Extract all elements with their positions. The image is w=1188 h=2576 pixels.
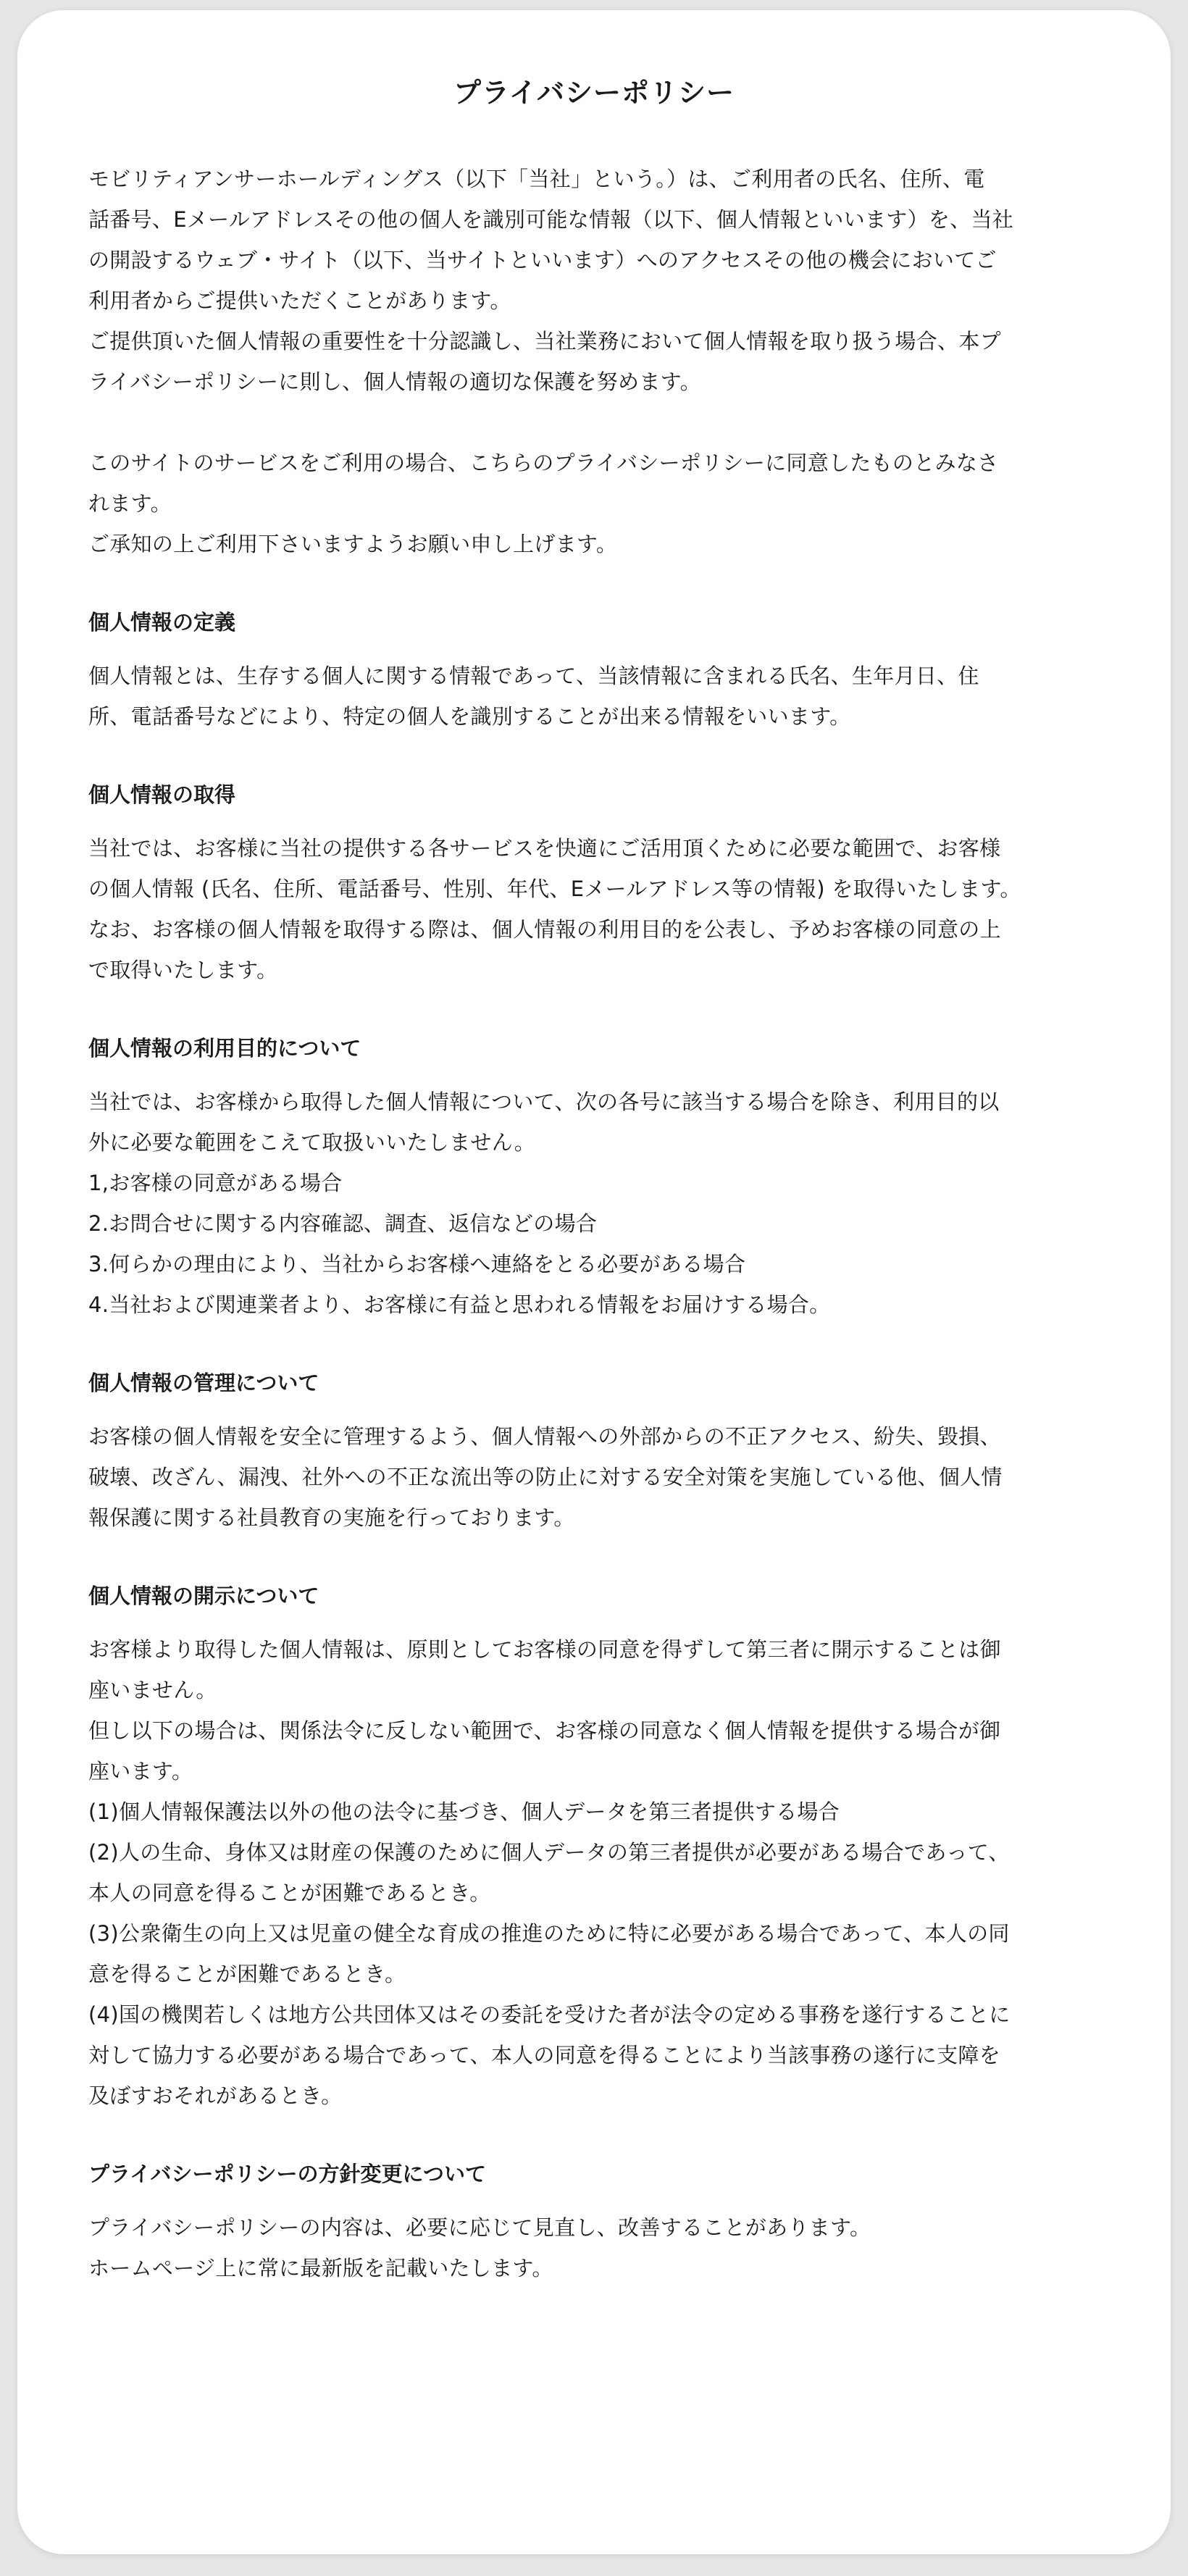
section-body: 当社では、お客様から取得した個人情報について、次の各号に該当する場合を除き、利用目的以 外に必要な範囲をこえて取扱いいたしません。 1,お客様の同意がある場合 2.お問合せに関する内容確認、調査、返信などの場合 3.何らかの理由により、当社からお客様へ連絡をとる必要がある場合 4.当社および関連業者より、お客様に有益と思われる情報をお届けする場合。 <box>88 1090 1000 1317</box>
section-heading: 個人情報の開示について <box>88 1584 319 1608</box>
section-policy-change <box>88 2154 1124 2194</box>
section-acquisition <box>88 774 1124 815</box>
section-definition <box>88 602 1124 643</box>
section-heading: 個人情報の利用目的について <box>88 1036 361 1061</box>
section-heading: 個人情報の管理について <box>88 1371 319 1395</box>
section-body: お客様より取得した個人情報は、原則としてお客様の同意を得ずして第三者に開示することは御 座いません。 但し以下の場合は、関係法令に反しない範囲で、お客様の同意なく個人情報を提供する場合が御 座います。 (1)個人情報保護法以外の他の法令に基づき、個人データを第三者提供する場合 (2)人の生命、身体又は財産の保護のために個人データの第三者提供が必要がある場合であって、 本人の同意を得ることが困難であるとき。 (3)公衆衛生の向上又は児童の健全な育成の推進のために特に必要がある場合であって、本人の同 意を得ることが困難であるとき。 (4)国の機関若しくは地方公共団体又はその委託を受けた者が法令の定める事務を遂行することに 対して協力する必要がある場合であって、本人の同意を得ることにより当該事務の遂行に支障を 及ぼすおそれがあるとき。 <box>88 1637 1011 2108</box>
intro-paragraph-2: このサイトのサービスをご利用の場合、こちらのプライバシーポリシーに同意したものとみなさ れます。 ご承知の上ご利用下さいますようお願い申し上げます。 <box>88 451 999 556</box>
spacer <box>88 402 1124 443</box>
section-heading: 個人情報の取得 <box>88 782 236 807</box>
page-title: プライバシーポリシー <box>453 77 735 109</box>
section-heading: 個人情報の定義 <box>88 610 236 635</box>
section-heading: プライバシーポリシーの方針変更について <box>88 2162 486 2186</box>
section-disclosure <box>88 1576 1124 1616</box>
section-body: プライバシーポリシーの内容は、必要に応じて見直し、改善することがあります。 ホームページ上に常に最新版を記載いたします。 <box>88 2215 871 2280</box>
section-purpose <box>88 1028 1124 1069</box>
policy-content <box>88 159 1124 2288</box>
policy-card <box>17 10 1171 2554</box>
intro-paragraph-1: モビリティアンサーホールディングス（以下「当社」という。）は、ご利用者の氏名、住所、電 話番号、Eメールアドレスその他の個人を識別可能な情報（以下、個人情報といいます）を、当社 の開設するウェブ・サイト（以下、当サイトといいます）へのアクセスその他の機会においてご 利用者からご提供いただくことがあります。 ご提供頂いた個人情報の重要性を十分認識し、当社業務において個人情報を取り扱う場合、本プ ライバシーポリシーに則し、個人情報の適切な保護を努めます。 <box>88 167 1014 394</box>
section-body: 個人情報とは、生存する個人に関する情報であって、当該情報に含まれる氏名、生年月日、住 所、電話番号などにより、特定の個人を識別することが出来る情報をいいます。 <box>88 664 979 729</box>
section-management <box>88 1363 1124 1403</box>
section-body: 当社では、お客様に当社の提供する各サービスを快適にご活用頂くために必要な範囲で、お客様 の個人情報 (氏名、住所、電話番号、性別、年代、Eメールアドレス等の情報) を取得いたします。 なお、お客様の個人情報を取得する際は、個人情報の利用目的を公表し、予めお客様の同意の上 で取得いたします。 <box>88 836 1021 982</box>
section-body: お客様の個人情報を安全に管理するよう、個人情報への外部からの不正アクセス、紛失、毀損、 破壊、改ざん、漏洩、社外への不正な流出等の防止に対する安全対策を実施している他、個人情 報保護に関する社員教育の実施を行っております。 <box>88 1424 1003 1530</box>
